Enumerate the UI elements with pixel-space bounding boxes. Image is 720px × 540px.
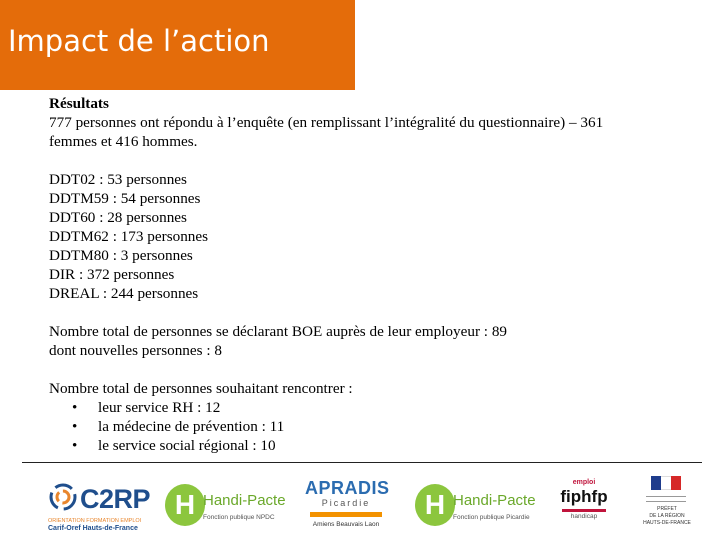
handipacte-sub: Fonction publique Picardie [453, 514, 530, 521]
results-heading: Résultats [49, 95, 109, 112]
c2rp-name: C2RP [80, 484, 151, 514]
handipacte-emblem-icon: H [415, 484, 455, 526]
prefet-line-3: HAUTS-DE-FRANCE [643, 520, 691, 526]
list-item [49, 398, 689, 417]
count-line: DDTM80 : 3 personnes [49, 247, 193, 264]
list-item-text: leur service RH : 12 [98, 399, 221, 416]
meet-list [49, 398, 689, 455]
spacer [49, 360, 689, 379]
list-item-text: le service social régional : 10 [98, 437, 276, 454]
prefet-rule [646, 496, 686, 502]
spacer [49, 303, 689, 322]
partner-logos [0, 470, 720, 540]
boe-line-2: dont nouvelles personnes : 8 [49, 342, 222, 359]
count-line: DREAL : 244 personnes [49, 285, 199, 302]
prefet-line-2: DE LA RÉGION [649, 513, 685, 519]
title-bar [0, 0, 355, 90]
fiphfp-top: emploi [572, 479, 596, 486]
bullet-icon: • [72, 418, 78, 435]
handipacte-emblem-icon: H [165, 484, 205, 526]
c2rp-logo [46, 478, 156, 534]
slide-title: Impact de l’action [8, 24, 270, 58]
meet-heading: Nombre total de personnes souhaitant rencontrer : [49, 380, 353, 397]
fiphfp-bottom: handicap [570, 513, 598, 520]
bullet-icon: • [72, 399, 78, 416]
results-text [49, 94, 689, 455]
apradis-logo [305, 478, 390, 534]
intro-line-2: femmes et 416 hommes. [49, 133, 198, 150]
handipacte-name: Handi-Pacte [203, 492, 286, 509]
count-line: DDTM59 : 54 personnes [49, 190, 201, 207]
spacer [49, 151, 689, 170]
count-line: DDT02 : 53 personnes [49, 171, 187, 188]
apradis-cities: Amiens Beauvais Laon [312, 521, 380, 528]
apradis-bar [310, 512, 382, 517]
flag-icon [651, 476, 681, 490]
c2rp-line-2: Carif-Oref Hauts-de-France [48, 525, 138, 532]
c2rp-emblem-icon [48, 482, 78, 512]
list-item-text: la médecine de prévention : 11 [98, 418, 285, 435]
handipacte-logo [415, 484, 536, 534]
handipacte-name: Handi-Pacte [453, 492, 536, 509]
bullet-icon: • [72, 437, 78, 454]
c2rp-line-1: ORIENTATION FORMATION EMPLOI [48, 518, 142, 524]
boe-line-1: Nombre total de personnes se déclarant BOE auprès de leur employeur : 89 [49, 323, 508, 340]
intro-line-1: 777 personnes ont répondu à l’enquête (en remplissant l’intégralité du questionnaire) – 361 [49, 114, 604, 131]
prefet-line-1: PRÉFET [657, 506, 677, 512]
list-item [49, 436, 689, 455]
prefet-logo [643, 476, 691, 534]
divider [22, 462, 702, 463]
count-line: DDTM62 : 173 personnes [49, 228, 209, 245]
count-line: DIR : 372 personnes [49, 266, 175, 283]
apradis-name: APRADIS [305, 478, 390, 498]
handipacte-sub: Fonction publique NPDC [203, 514, 275, 521]
list-item [49, 417, 689, 436]
fiphfp-name: fiphfp [560, 487, 608, 506]
fiphfp-logo [556, 478, 612, 534]
apradis-region: Picardie [321, 498, 371, 508]
count-line: DDT60 : 28 personnes [49, 209, 187, 226]
handipacte-logo [165, 484, 286, 534]
